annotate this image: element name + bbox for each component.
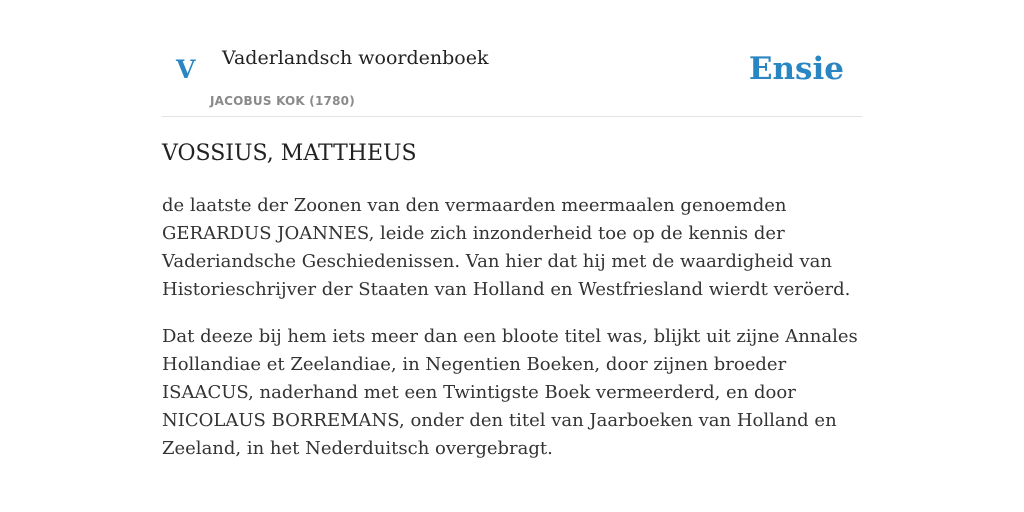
ensie-logo-link[interactable]: Ensie — [748, 51, 844, 87]
page-header — [162, 0, 862, 117]
entry-paragraph: de laatste der Zoonen van den vermaarden meermaalen genoemden GERARDUS JOANNES, leide zich inzonderheid toe op de kennis der Vaderiandsche Geschiedenissen. Van hier dat hij met de waardigheid van Historieschrijver der Staaten van Holland en Westfriesland wierdt veröerd. — [162, 195, 851, 300]
index-letter-link[interactable]: V — [176, 55, 196, 84]
entry-paragraph: Dat deeze bij hem iets meer dan een bloote titel was, blijkt uit zijne Annales Hollandiae et Zeelandiae, in Negentien Boeken, door zijnen broeder ISAACUS, naderhand met een Twintigste Boek vermeerderd, en door NICOLAUS BORREMANS, onder den titel van Jaarboeken van Holland en Zeeland, in het Nederduitsch overgebragt. — [162, 326, 858, 459]
entry-title: VOSSIUS, MATTHEUS — [162, 141, 417, 166]
dictionary-title-link[interactable]: Vaderlandsch woordenboek — [222, 47, 489, 69]
dictionary-author: JACOBUS KOK (1780) — [210, 94, 355, 108]
entry-body — [162, 192, 862, 482]
